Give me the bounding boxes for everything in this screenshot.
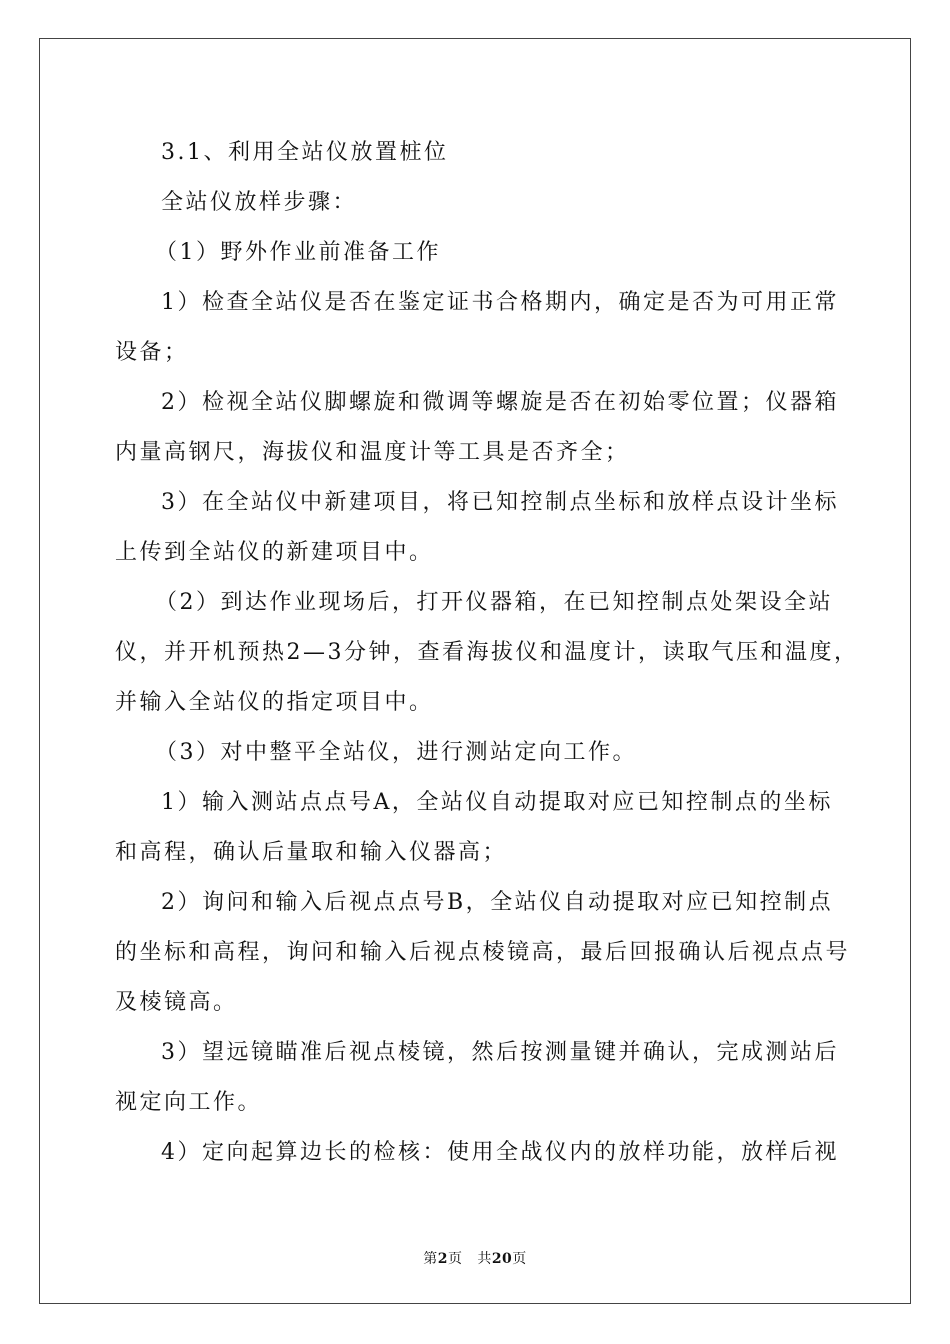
paragraph-line: 的坐标和高程，询问和输入后视点棱镜高，最后回报确认后视点点号 xyxy=(115,940,851,965)
paragraph-line: 2）询问和输入后视点点号B，全站仪自动提取对应已知控制点 xyxy=(161,890,834,915)
paragraph-line: 全站仪放样步骤： xyxy=(161,190,358,215)
paragraph-line: 3）望远镜瞄准后视点棱镜，然后按测量键并确认，完成测站后 xyxy=(161,1040,839,1065)
paragraph-line: （1）野外作业前准备工作 xyxy=(155,240,441,265)
paragraph-line: 并输入全站仪的指定项目中。 xyxy=(115,690,434,715)
paragraph-line: 视定向工作。 xyxy=(115,1090,263,1115)
paragraph-line: 和高程，确认后量取和输入仪器高； xyxy=(115,840,508,865)
footer-prefix: 第 xyxy=(423,1251,438,1267)
paragraph-line: 3）在全站仪中新建项目，将已知控制点坐标和放样点设计坐标 xyxy=(161,490,839,515)
footer-total-pages: 20 xyxy=(491,1251,513,1267)
paragraph-line: 设备； xyxy=(115,340,189,365)
paragraph-line: （3）对中整平全站仪，进行测站定向工作。 xyxy=(155,740,637,765)
page-footer xyxy=(0,1248,950,1268)
paragraph-line: 1）输入测站点点号A，全站仪自动提取对应已知控制点的坐标 xyxy=(161,790,833,815)
paragraph-line: 2）检视全站仪脚螺旋和微调等螺旋是否在初始零位置；仪器箱 xyxy=(161,390,839,415)
paragraph-line: 1）检查全站仪是否在鉴定证书合格期内，确定是否为可用正常 xyxy=(161,290,839,315)
paragraph-line: 仪，并开机预热2—3分钟，查看海拔仪和温度计，读取气压和温度， xyxy=(115,640,859,665)
footer-page-suffix: 页 xyxy=(447,1251,463,1267)
footer-total-prefix: 共 xyxy=(477,1251,492,1267)
document-body xyxy=(115,128,859,1178)
paragraph-line: 及棱镜高。 xyxy=(115,990,238,1015)
paragraph-line: 内量高钢尺，海拔仪和温度计等工具是否齐全； xyxy=(115,440,630,465)
footer-total-suffix: 页 xyxy=(512,1251,527,1267)
paragraph-line: 上传到全站仪的新建项目中。 xyxy=(115,540,434,565)
paragraph-line: 4）定向起算边长的检核：使用全战仪内的放样功能，放样后视 xyxy=(161,1140,839,1165)
paragraph-line: （2）到达作业现场后，打开仪器箱，在已知控制点处架设全站 xyxy=(155,590,833,615)
section-heading: 3.1、利用全站仪放置桩位 xyxy=(161,140,449,165)
footer-page-number: 2 xyxy=(437,1251,448,1267)
